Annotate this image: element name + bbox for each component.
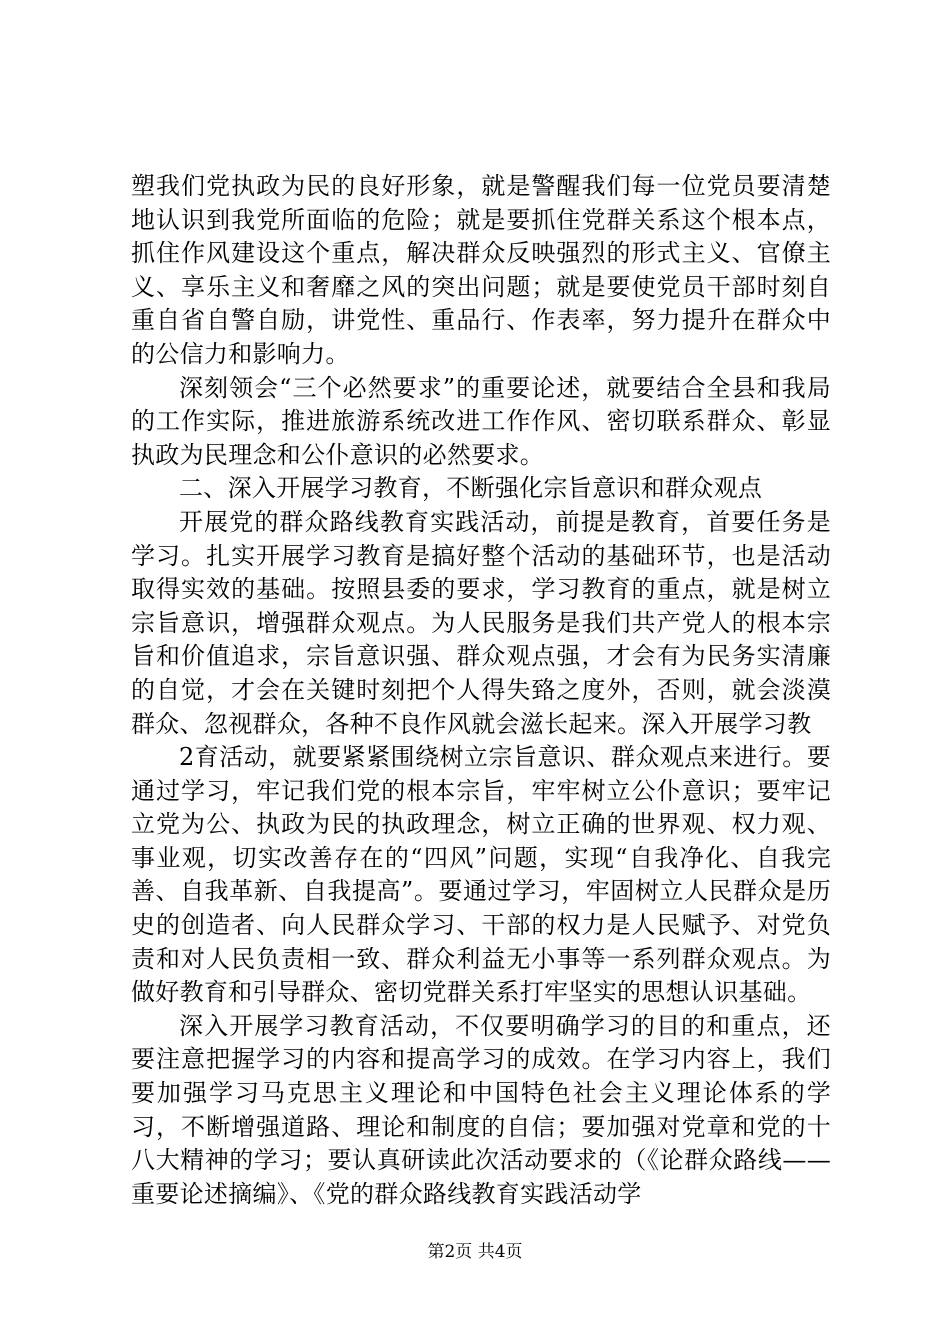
page-footer xyxy=(0,1240,950,1264)
paragraph-3: 开展党的群众路线教育实践活动，前提是教育，首要任务是学习。扎实开展学习教育是搞好整个活动的基础环节，也是活动取得实效的基础。按照县委的要求，学习教育的重点，就是树立宗旨意识，增强群众观点。为人民服务是我们共产党人的根本宗旨和价值追求，宗旨意识强、群众观点强，才会有为民务实清廉的自觉，才会在关键时刻把个人得失臵之度外，否则，就会淡漠群众、忽视群众，各种不良作风就会滋长起来。深入开展学习教 xyxy=(131,507,831,738)
page-number: 第2页 共4页 xyxy=(427,1242,523,1262)
document-body xyxy=(131,170,831,1211)
section-heading: 二、深入开展学习教育，不断强化宗旨意识和群众观点 xyxy=(179,474,763,503)
paragraph-5: 深入开展学习教育活动，不仅要明确学习的目的和重点，还要注意把握学习的内容和提高学习的成效。在学习内容上，我们要加强学习马克思主义理论和中国特色社会主义理论体系的学习，不断增强道路、理论和制度的自信；要加强对党章和党的十八大精神的学习；要认真研读此次活动要求的（《论群众路线——重要论述摘编》、《党的群众路线教育实践活动学 xyxy=(131,1011,831,1208)
paragraph-2: 深刻领会“三个必然要求”的重要论述，就要结合全县和我局的工作实际，推进旅游系统改进工作作风、密切联系群众、彰显执政为民理念和公仆意识的必然要求。 xyxy=(131,373,831,469)
paragraph-1: 塑我们党执政为民的良好形象，就是警醒我们每一位党员要清楚地认识到我党所面临的危险；就是要抓住党群关系这个根本点，抓住作风建设这个重点，解决群众反映强烈的形式主义、官僚主义、享乐主义和奢靡之风的突出问题；就是要使党员干部时刻自重自省自警自励，讲党性、重品行、作表率，努力提升在群众中的公信力和影响力。 xyxy=(131,172,831,368)
paragraph-4: 2育活动，就要紧紧围绕树立宗旨意识、群众观点来进行。要通过学习，牢记我们党的根本宗旨，牢牢树立公仆意识；要牢记立党为公、执政为民的执政理念，树立正确的世界观、权力观、事业观，切实改善存在的“四风”问题，实现“自我净化、自我完善、自我革新、自我提高”。要通过学习，牢固树立人民群众是历史的创造者、向人民群众学习、干部的权力是人民赋予、对党负责和对人民负责相一致、群众利益无小事等一系列群众观点。为做好教育和引导群众、密切党群关系打牢坚实的思想认识基础。 xyxy=(131,743,831,1007)
